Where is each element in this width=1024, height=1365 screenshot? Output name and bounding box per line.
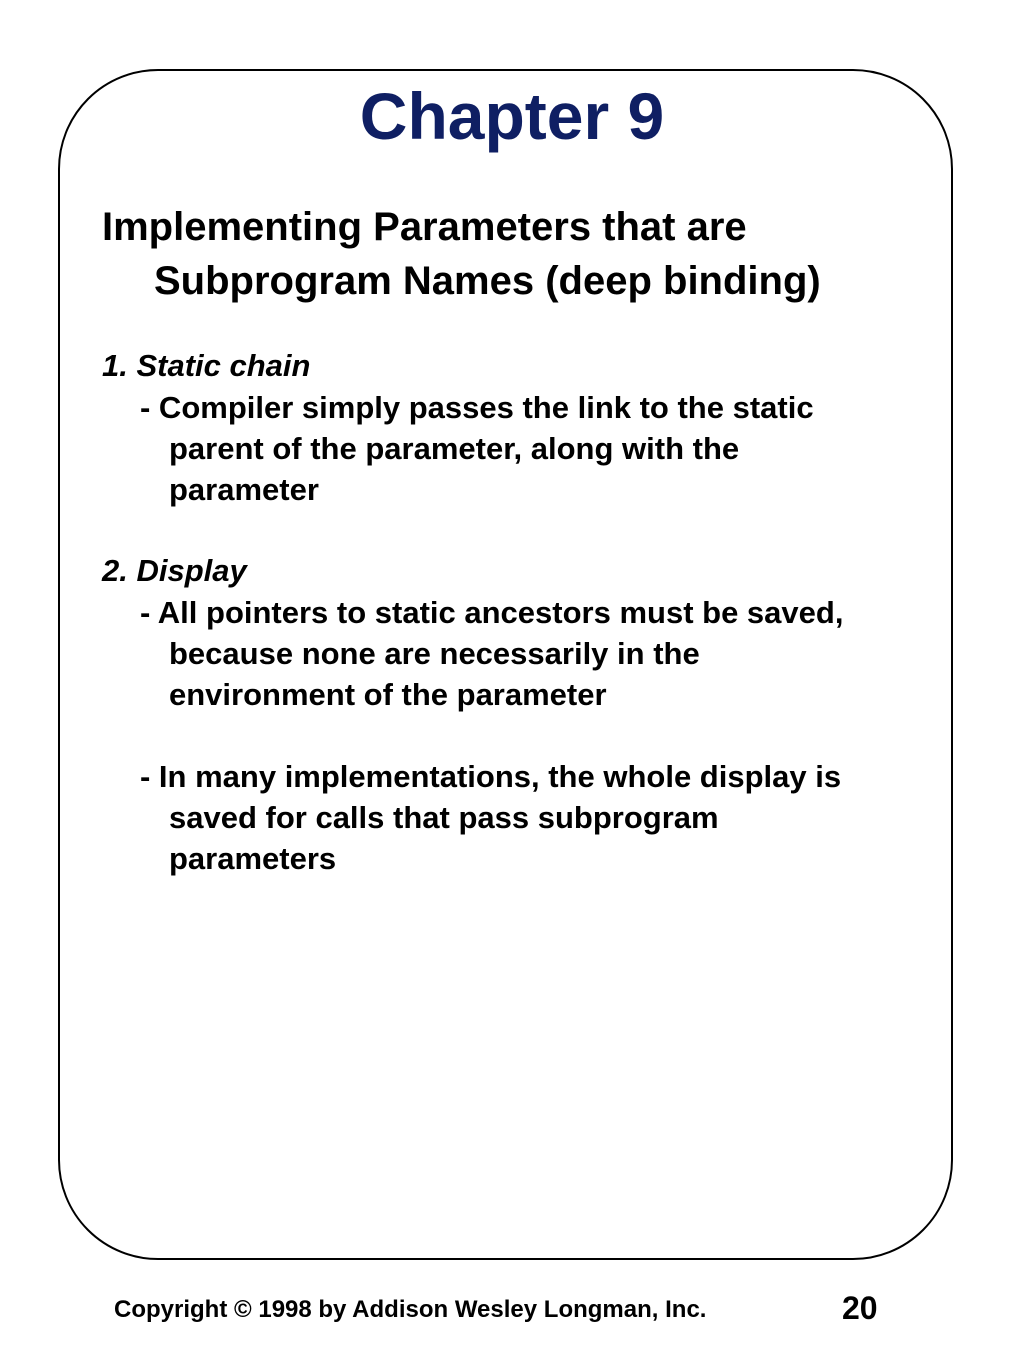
bullet-display-pointers bbox=[140, 592, 940, 715]
bullet-continuation-line: because none are necessarily in the bbox=[169, 636, 700, 671]
bullet-continuation-line: saved for calls that pass subprogram bbox=[169, 800, 719, 835]
section-label-static-chain: 1. Static chain bbox=[102, 348, 311, 383]
bullet-first-line: - All pointers to static ancestors must be saved, bbox=[140, 595, 844, 630]
footer-copyright: Copyright © 1998 by Addison Wesley Longman, Inc. bbox=[114, 1296, 707, 1323]
slide-title: Chapter 9 bbox=[359, 79, 665, 153]
heading-line-2: Subprogram Names (deep binding) bbox=[154, 259, 821, 303]
bullet-continuation-line: parent of the parameter, along with the bbox=[169, 431, 740, 466]
page-number: 20 bbox=[842, 1290, 878, 1326]
bullet-continuation-line: environment of the parameter bbox=[169, 677, 607, 712]
bullet-static-chain bbox=[140, 387, 940, 510]
bullet-first-line: - In many implementations, the whole display is bbox=[140, 759, 842, 794]
slide-heading bbox=[102, 200, 942, 308]
bullet-continuation-line: parameters bbox=[169, 841, 337, 876]
section-label-display: 2. Display bbox=[102, 553, 247, 588]
bullet-continuation-line: parameter bbox=[169, 472, 319, 507]
heading-line-1: Implementing Parameters that are bbox=[102, 205, 747, 249]
bullet-display-whole bbox=[140, 756, 940, 879]
bullet-first-line: - Compiler simply passes the link to the static bbox=[140, 390, 814, 425]
